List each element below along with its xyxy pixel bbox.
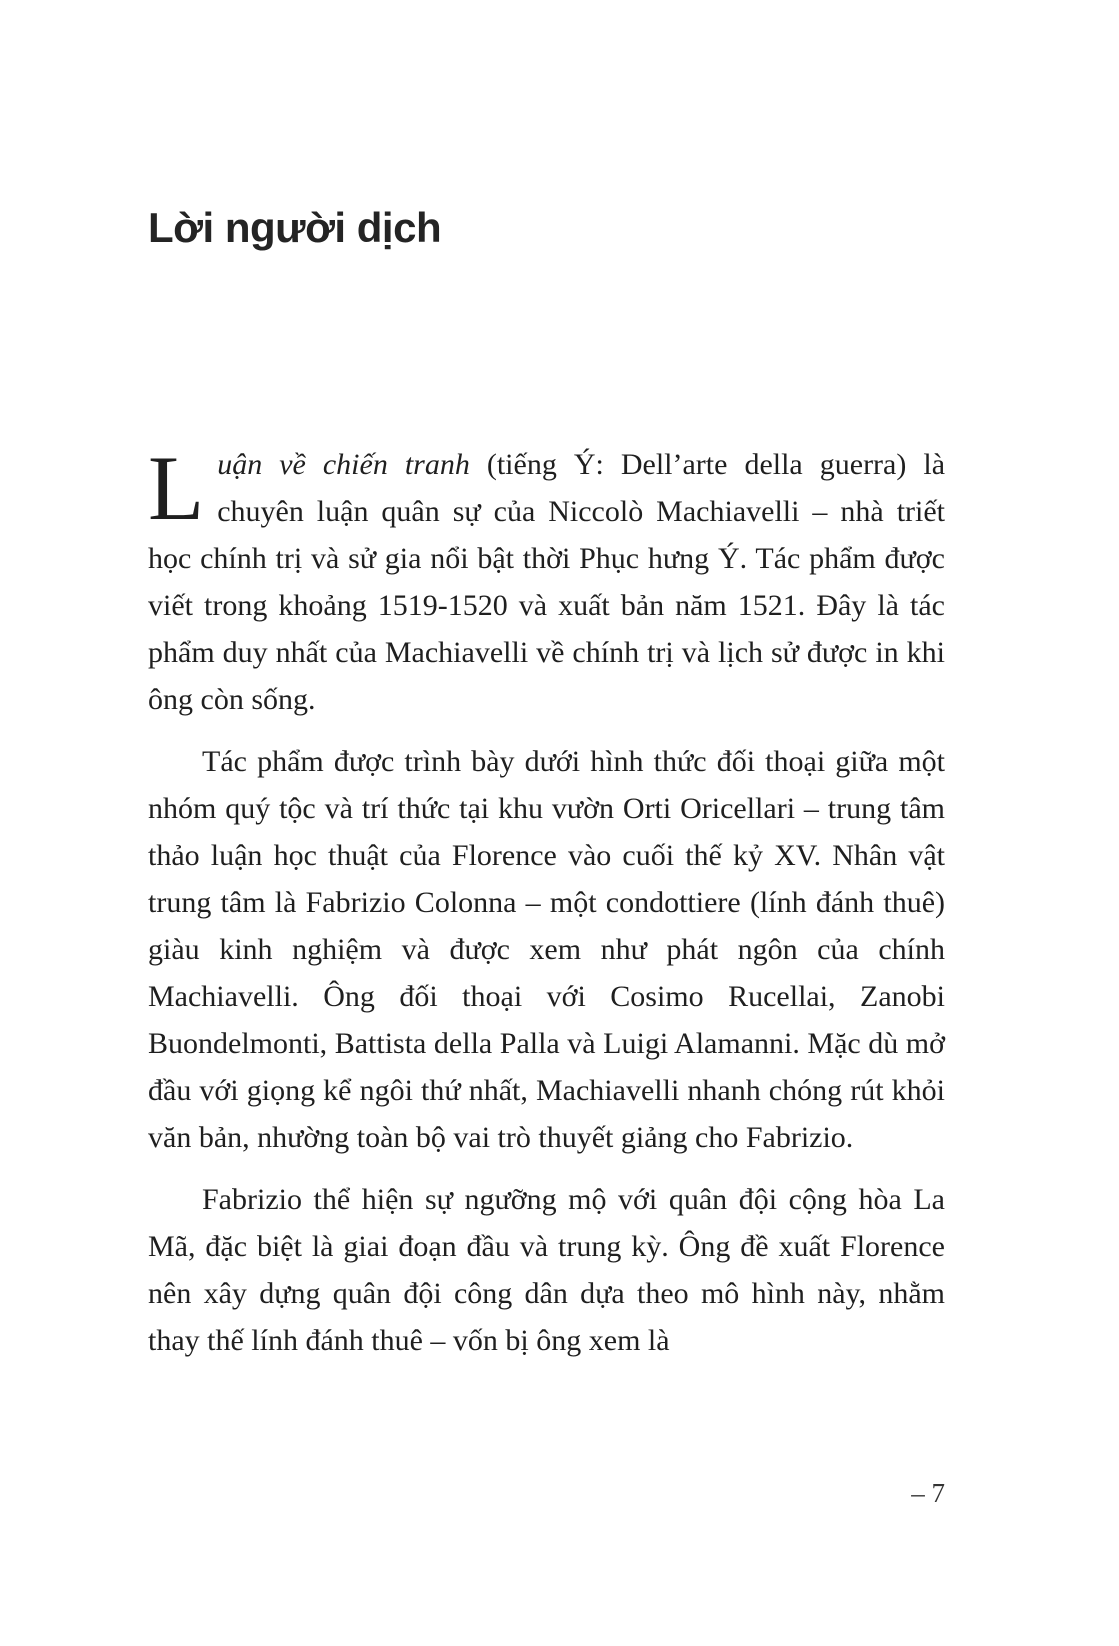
body-text [148, 437, 946, 1364]
paragraph-2: Tác phẩm được trình bày dưới hình thức đối thoại giữa một nhóm quý tộc và trí thức tại khu vườn Orti Oricellari – trung tâm thảo luận học thuật của Florence vào cuối thế kỷ XV. Nhân vật trung tâm là Fabrizio Colonna – một condottiere (lính đánh thuê) giàu kinh nghiệm và được xem như phát ngôn của chính Machiavelli. Ông đối thoại với Cosimo Rucellai, Zanobi Buondelmonti, Battista della Palla và Luigi Alamanni. Mặc dù mở đầu với giọng kể ngôi thứ nhất, Machiavelli nhanh chóng rút khỏi văn bản, nhường toàn bộ vai trò thuyết giảng cho Fabrizio. [148, 745, 945, 1154]
dropcap-letter: L [148, 437, 205, 539]
book-title-italic: uận về chiến tranh [217, 448, 470, 481]
page-number: – 7 [911, 1478, 945, 1508]
paragraph-3: Fabrizio thể hiện sự ngưỡng mộ với quân đội cộng hòa La Mã, đặc biệt là giai đoạn đầu và trung kỳ. Ông đề xuất Florence nên xây dựng quân đội công dân dựa theo mô hình này, nhằm thay thế lính đánh thuê – vốn bị ông xem là [148, 1183, 945, 1357]
paragraph-1 [148, 437, 946, 723]
paragraph-1-text: (tiếng Ý: Dell’arte della guerra) là chuyên luận quân sự của Niccolò Machiavelli – nhà triết học chính trị và sử gia nổi bật thời Phục hưng Ý. Tác phẩm được viết trong khoảng 1519-1520 và xuất bản năm 1521. Đây là tác phẩm duy nhất của Machiavelli về chính trị và lịch sử được in khi ông còn sống. [148, 448, 946, 716]
page-title: Lời người dịch [148, 204, 442, 251]
